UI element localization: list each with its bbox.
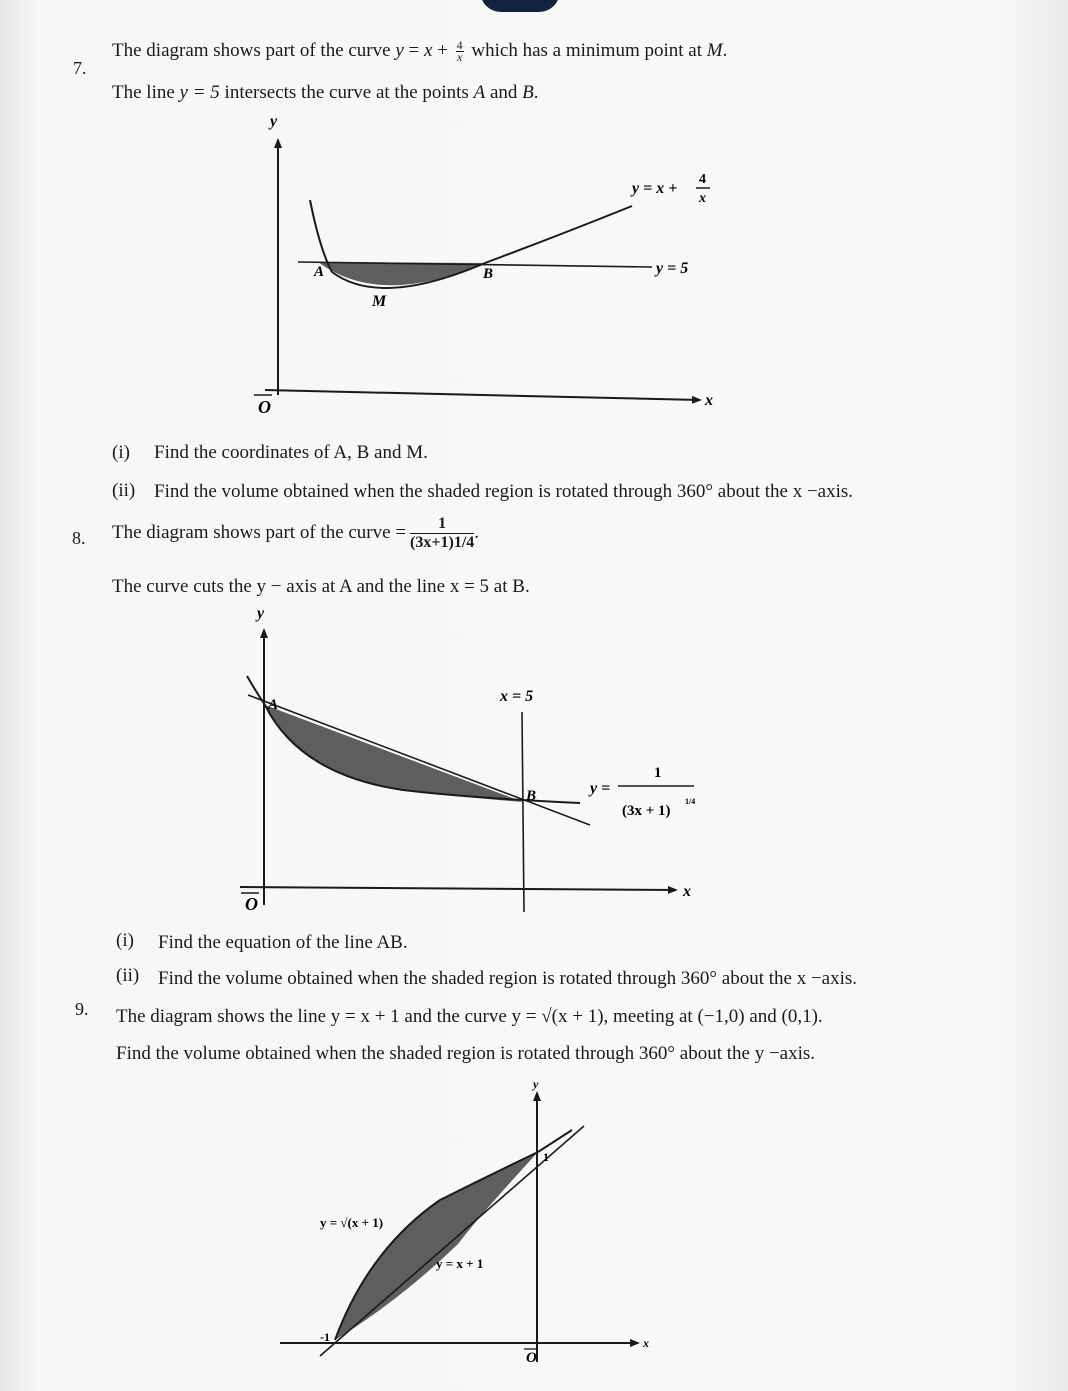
q9-number: 9.	[75, 999, 89, 1019]
q8-origin-label: O	[245, 894, 258, 914]
q8-point-a: A	[268, 697, 279, 713]
q8-line1	[112, 515, 479, 552]
q9-tick-one: 1	[543, 1150, 549, 1164]
q9-line2: Find the volume obtained when the shaded region is rotated through 360° about the y −axis.	[116, 1043, 816, 1064]
q7-line1-x: x	[423, 40, 433, 61]
q7-line2-mid: intersects the curve at the points	[219, 82, 474, 103]
q8-curve-label-lhs: y =	[590, 780, 611, 797]
q8-shaded-region	[265, 705, 523, 802]
q7-line2-eq: y = 5	[179, 82, 220, 103]
q9-tick-minus-one: -1	[320, 1330, 330, 1344]
q7-number: 7.	[73, 58, 87, 78]
q8-line-x5	[522, 712, 524, 912]
q7-curve-label-lhs: y = x +	[632, 180, 678, 197]
q7-x-axis-label: x	[705, 392, 713, 409]
q8-part-i-number: (i)	[116, 930, 134, 951]
q7-point-a: A	[314, 264, 325, 280]
q8-line1-end: .	[474, 521, 480, 543]
q7-line2-and: and	[485, 82, 523, 103]
q7-line1-after: which has a minimum point at	[466, 40, 707, 61]
q8-curve-label-exp: 1/4	[685, 797, 696, 806]
q8-line2: The curve cuts the y − axis at A and the line x = 5 at B.	[112, 576, 530, 597]
q7-line1-y: y	[395, 40, 404, 61]
q7-part-i-number: (i)	[112, 442, 130, 463]
q7-line1-point-m: M	[706, 40, 723, 61]
q8-part-ii-number: (ii)	[116, 965, 140, 986]
q7-line1-plus: +	[432, 40, 453, 61]
q7-y-axis-label: y	[270, 113, 278, 130]
q7-part-ii-number: (ii)	[112, 480, 136, 501]
q7-line2-end: .	[533, 82, 539, 103]
q9-shaded-region	[335, 1152, 538, 1340]
q8-line1-fraction	[410, 515, 474, 552]
q7-x-axis	[265, 390, 700, 400]
q7-diagram	[254, 113, 713, 417]
q8-line1-frac-num: 1	[410, 515, 474, 534]
q8-line1-before: The diagram shows part of the curve =	[112, 521, 407, 543]
q7-line1-end: .	[722, 40, 728, 61]
q7-line2-a: A	[473, 82, 486, 103]
q7-line1-before: The diagram shows part of the curve	[112, 40, 396, 61]
q8-x-axis	[240, 887, 676, 890]
q8-part-i-text: Find the equation of the line AB.	[158, 932, 408, 953]
q9-x-axis-label: x	[643, 1336, 649, 1350]
q9-origin-label: O	[526, 1350, 537, 1366]
q7-curve-label-num: 4	[699, 172, 706, 187]
q8-diagram	[240, 605, 695, 914]
q8-chord-ab	[248, 695, 590, 825]
q7-line2-b: B	[522, 82, 534, 103]
q8-x-axis-label: x	[683, 883, 691, 900]
q8-line1-frac-den: (3x+1)1/4	[410, 534, 475, 551]
q7-part-i-text: Find the coordinates of A, B and M.	[154, 442, 428, 463]
q9-y-axis-label: y	[533, 1077, 539, 1091]
q7-point-m: M	[372, 293, 387, 310]
q7-curve-label-den: x	[699, 191, 706, 206]
q8-curve-label-den: (3x + 1)	[622, 803, 671, 819]
q9-curve-label: y = √(x + 1)	[320, 1215, 384, 1230]
q7-line1-frac-num: 4	[456, 38, 463, 53]
q9-diagram	[280, 1077, 649, 1366]
q7-line1-eq: =	[403, 40, 424, 61]
q8-line-x5-label: x = 5	[500, 688, 534, 705]
q8-y-axis-label: y	[257, 605, 265, 622]
q8-part-ii-text: Find the volume obtained when the shaded region is rotated through 360° about the x −axis.	[158, 968, 858, 989]
q9-line-label: y = x + 1	[436, 1256, 484, 1271]
q7-point-b: B	[483, 266, 494, 282]
q7-line2-before: The line	[112, 82, 180, 103]
q8-curve-label-num: 1	[654, 765, 662, 781]
q7-part-ii-text: Find the volume obtained when the shaded region is rotated through 360° about the x −axis.	[154, 481, 854, 502]
q8-number: 8.	[72, 528, 86, 548]
q7-line-label: y = 5	[656, 260, 689, 277]
q7-origin-label: O	[258, 397, 271, 417]
q9-line1: The diagram shows the line y = x + 1 and the curve y = √(x + 1), meeting at (−1,0) and (0,1).	[116, 1006, 823, 1027]
q7-line1-frac-den: x	[456, 50, 463, 65]
q8-point-b: B	[526, 788, 537, 804]
